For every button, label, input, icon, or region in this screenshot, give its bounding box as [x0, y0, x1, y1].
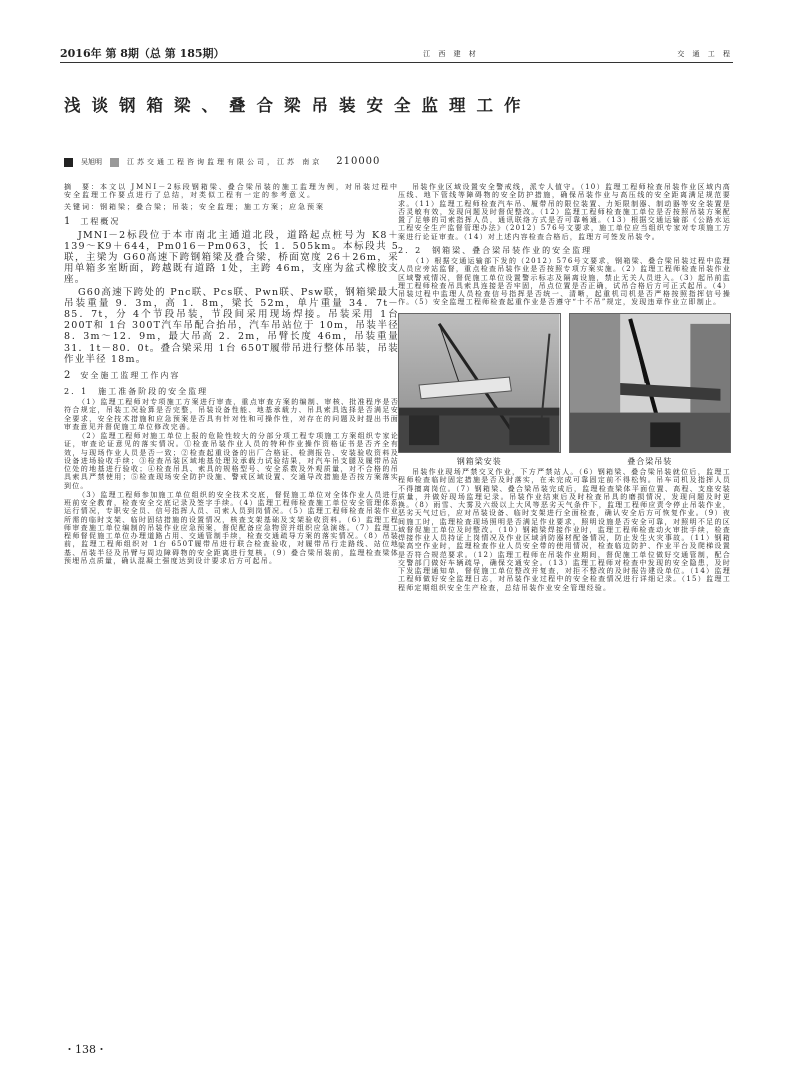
running-header — [60, 48, 733, 60]
figure-steel-box-girder — [398, 313, 561, 466]
affiliation-marker-icon — [110, 158, 119, 167]
header-rule — [60, 62, 733, 63]
author-name: 吴旭明 — [81, 157, 102, 166]
left-column — [64, 183, 399, 1023]
paragraph: （2）监理工程师对施工单位上报的危险性较大的分部分项工程专项施工方案组织专家论证，审查论证意见的落实情况。①检查吊装作业人员的特种作业操作资格证书是否齐全有效，与现场作业人员是否一致；②检查起重设备的出厂合格证、检测报告、安装验收资料及设备进场验收手续；③检查吊装区域地基处理及承载力试验结果，对汽车吊支腿及履带吊站位处的地基进行验收；④检查吊具、索具的规格型号、安全系数及外观质量，对不合格的吊具索具严禁使用；⑤检查现场安全防护设施、警戒区域设置、交通导改措施是否按方案落实到位。 — [64, 432, 399, 490]
paragraph: 吊装作业现场严禁交叉作业，下方严禁站人。（6）钢箱梁、叠合梁吊装就位后，监理工程师检查临时固定措施是否及时落实，在未完成可靠固定前不得松钩。吊车司机及指挥人员不得擅离岗位。（7）钢箱梁、叠合梁吊装完成后，监理检查梁体平面位置、高程、支座安装质量，并做好现场监理记录。吊装作业结束后及时检查吊具的磨损情况，发现问题及时更换。（8）雨雪、大雾及六级以上大风等恶劣天气条件下，监理工程师应责令停止吊装作业，恶劣天气过后，应对吊装设备、临时支架进行全面检查，确认安全后方可恢复作业。（9）夜间施工时，监理检查现场照明是否满足作业要求，照明设施是否安全可靠，对照明不足的区域督促施工单位及时整改。（10）钢箱梁焊接作业时，监理工程师检查动火审批手续，检查焊接作业人员持证上岗情况及作业区域消防器材配备情况，防止发生火灾事故。（11）钢箱梁高空作业时，监理检查作业人员安全带的使用情况，检查临边防护、作业平台及爬梯设置是否符合规范要求。（12）监理工程师在吊装作业期间，督促施工单位做好交通管制，配合交警部门做好车辆疏导，确保交通安全。（13）监理工程师对检查中发现的安全隐患，及时下发监理通知单，督促施工单位整改并复查，对拒不整改的及时报告建设单位。（14）监理工程师做好安全监理日志，对吊装作业过程中的安全检查情况进行详细记录。（15）监理工程师定期组织安全生产检查，总结吊装作业安全管理经验。 — [398, 468, 731, 592]
paragraph: G60高速下跨处的 Pnc联、Pcs联、Pwn联、Psw联，钢箱梁最大吊装重量 9．3m，高 1．8m，梁长 52m，单片重量 34．7t－85．7t，分 4个节段吊装，节段间采用现场焊接。吊装采用 1台 200T和 1台 300T汽车吊配合抬吊，汽车吊站位于 10m，吊装半径 8．3m～12．9m，最大吊高 2．2m，吊臂长度 46m，吊装重量 31．1t－80．0t。叠合梁采用 1台 650T履带吊进行整体吊装，吊装作业半径 18m。 — [64, 286, 399, 365]
affiliation: 江苏交通工程咨询监理有限公司，江苏 南京 — [127, 157, 323, 166]
right-column — [398, 183, 731, 1023]
article-title: 浅谈钢箱梁、叠合梁吊装安全监理工作 — [64, 96, 532, 115]
issue-info: 2016年 第 8期（总 第 185期） — [60, 46, 225, 60]
figure-composite-beam — [569, 313, 732, 466]
paragraph: （3）监理工程师参加施工单位组织的安全技术交底，督促施工单位对全体作业人员进行班前安全教育，检查安全交底记录及签字手续。（4）监理工程师检查施工单位安全管理体系运行情况，专职安全员、信号指挥人员、司索人员到岗情况。（5）监理工程师检查吊装作业所需的临时支架、临时固结措施的设置情况，核查支架基础及支架验收资料。（6）监理工程师审查施工单位编制的吊装作业应急预案，督促配备应急物资并组织应急演练。（7）监理工程师督促施工单位办理道路占用、交通管制手续，检查交通疏导方案的落实情况。（8）吊装前，监理工程师组织对 1台 650T履带吊进行联合检查验收，对履带吊行走路线、站位地基、吊装半径及吊臂与周边障碍物的安全距离进行复核。（9）叠合梁吊装前，监理检查梁体预埋吊点质量，确认混凝土强度达到设计要求后方可起吊。 — [64, 490, 399, 565]
section-heading: 1 工程概况 — [64, 215, 121, 227]
postcode: 210000 — [336, 156, 381, 168]
photo-composite-beam — [569, 313, 732, 453]
figure-caption: 钢箱梁安装 — [456, 456, 502, 466]
keywords: 关键词：钢箱梁；叠合梁；吊装；安全监理；施工方案；应急预案 — [64, 202, 325, 211]
figure-caption: 叠合梁吊装 — [627, 456, 673, 466]
paragraph: （1）监理工程师对专项施工方案进行审查，重点审查方案的编制、审核、批准程序是否符合规定，吊装工况验算是否完整，吊装设备性能、地基承载力、吊具索具选择是否满足安全要求，安全技术措施和应急预案是否具有针对性和可操作性，对存在的问题及时提出书面审查意见并督促施工单位修改完善。 — [64, 398, 399, 431]
subsection-heading: 2．2 钢箱梁、叠合梁吊装作业的安全监理 — [398, 245, 593, 255]
author-line — [64, 156, 380, 168]
paragraph: 吊装作业区域设置安全警戒线，派专人值守。（10）监理工程师检查吊装作业区域内高压线、地下管线等障碍物的安全防护措施，确保吊装作业与高压线的安全距离满足规范要求。（11）监理工程师检查汽车吊、履带吊的限位装置、力矩限制器、制动器等安全装置是否灵敏有效，发现问题及时督促整改。（12）监理工程师检查施工单位是否按照吊装方案配置了足够的司索指挥人员，通讯联络方式是否可靠畅通。（13）根据交通运输部《公路水运工程安全生产监督管理办法》（2012）576号文要求，施工单位应当组织专家对专项施工方案进行论证审查。（14）对上述内容检查合格后，监理方可签发吊装令。 — [398, 183, 731, 241]
page-number: ・138・ — [64, 1043, 107, 1056]
subsection-heading: 2．1 施工准备阶段的安全监理 — [64, 386, 209, 396]
section-heading: 2 安全施工监理工作内容 — [64, 369, 181, 381]
photo-steel-box-girder — [398, 313, 561, 453]
column-name: 交 通 工 程 — [677, 49, 733, 58]
author-marker-icon — [64, 158, 73, 167]
abstract: 摘 要：本文以 JMNI－2标段钢箱梁、叠合梁吊装的施工监理为例，对吊装过程中安全监理工作要点进行了总结，对类似工程有一定的参考意义。 — [64, 183, 399, 200]
paragraph: JMNI－2标段位于本市南北主通道北段，道路起点桩号为 K8＋139～K9＋644，Pm016－Pm063，长 1．505km。本标段共 5联，主梁为 G60高速下跨钢箱梁及叠合梁，桥面宽度 26＋26m，采用单箱多室断面，跨越既有道路 1处，主跨 46m，支座为盆式橡胶支座。 — [64, 229, 399, 286]
figure-row — [398, 313, 731, 466]
journal-name: 江 西 建 材 — [423, 49, 479, 58]
paragraph: （1）根据交通运输部下发的（2012）576号文要求，钢箱梁、叠合梁吊装过程中监理人员应旁站监督，重点检查吊装作业是否按照专项方案实施。（2）监理工程师检查吊装作业区域警戒情况，督促施工单位设置警示标志及隔离设施，禁止无关人员进入。（3）起吊前监理工程师检查吊具索具连接是否牢固，吊点位置是否正确，试吊合格后方可正式起吊。（4）吊装过程中监理人员检查信号指挥是否统一、清晰，起重机司机是否严格按照指挥信号操作。（5）安全监理工程师检查起重作业是否遵守“十不吊”规定，发现违章作业立即制止。 — [398, 257, 731, 307]
